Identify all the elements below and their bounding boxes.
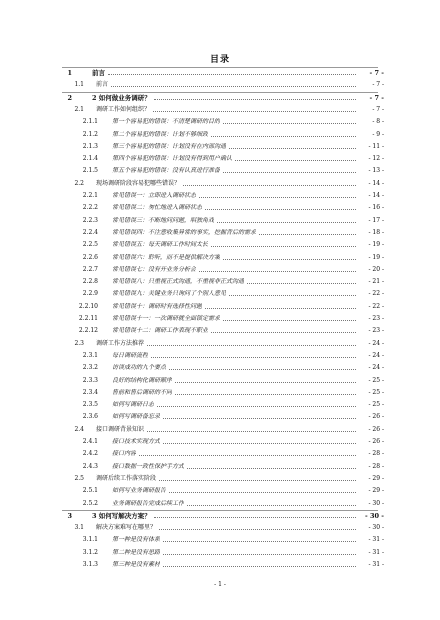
toc-leader-dots xyxy=(175,388,356,395)
toc-entry-number: 2.1.3 xyxy=(82,142,98,150)
toc-entry-page: - 29 - xyxy=(368,474,384,482)
toc-entry-title: 接口数据一致性保护手方式 xyxy=(112,462,185,470)
toc-entry[interactable] xyxy=(0,240,440,250)
toc-entry-title: 第一个容易犯的错误：不清楚调研的目的 xyxy=(112,118,221,126)
toc-leader-dots xyxy=(187,462,356,469)
toc-entry-page: - 26 - xyxy=(368,438,384,445)
toc-entry-title: 如何写业务调研报告 xyxy=(112,487,167,495)
toc-entry-title: 第三种是没有素材 xyxy=(112,561,161,568)
toc-entry-page: - 28 - xyxy=(368,450,384,458)
toc-entry-title: 3 如何写解决方案？ xyxy=(92,511,151,520)
toc-entry[interactable] xyxy=(0,560,440,570)
toc-entry[interactable] xyxy=(0,289,440,299)
table-of-contents xyxy=(0,68,440,574)
toc-leader-dots xyxy=(163,437,356,444)
toc-leader-dots xyxy=(169,486,356,493)
toc-entry-page: - 31 - xyxy=(368,548,384,556)
toc-entry[interactable] xyxy=(0,265,440,275)
toc-entry-number: 2.1 xyxy=(74,105,84,113)
toc-entry-number: 3 xyxy=(67,511,72,520)
toc-entry[interactable] xyxy=(0,117,440,127)
toc-entry-title: 常见错误十：调研时有选择性问题 xyxy=(112,302,203,310)
section-divider xyxy=(62,92,378,93)
toc-leader-dots xyxy=(229,289,356,296)
toc-entry-number: 1 xyxy=(67,69,72,77)
toc-entry-number: 2.2.2 xyxy=(82,204,98,212)
toc-entry-title: 常见错误十二：调研工作表现不职业 xyxy=(112,327,209,335)
toc-entry-number: 3.1.1 xyxy=(82,536,98,544)
toc-entry-page: - 31 - xyxy=(368,536,384,544)
toc-leader-dots xyxy=(235,154,356,161)
toc-entry-number: 2.2.9 xyxy=(82,290,98,298)
toc-entry[interactable] xyxy=(0,523,440,533)
toc-leader-dots xyxy=(153,105,356,112)
toc-entry-title: 第二种是没有思路 xyxy=(112,548,161,556)
toc-entry-number: 2.2.7 xyxy=(82,265,98,273)
toc-entry-page: - 8 - xyxy=(372,118,384,126)
toc-entry[interactable] xyxy=(0,388,440,398)
toc-entry-title: 接口技术实现方式 xyxy=(112,438,161,445)
toc-entry-title: 常见错误十一：一次调研就全面锁定需求 xyxy=(112,315,221,322)
toc-entry-title: 每日调研流程 xyxy=(112,351,149,359)
toc-entry-title: 调研后续工作落实阶段 xyxy=(96,474,157,482)
toc-leader-dots xyxy=(247,277,356,284)
toc-leader-dots xyxy=(199,265,356,272)
toc-entry-number: 2.2 xyxy=(74,179,84,187)
toc-entry-title: 2 如何做业务调研？ xyxy=(92,93,151,102)
toc-entry[interactable] xyxy=(0,277,440,287)
toc-entry[interactable] xyxy=(0,130,440,140)
toc-entry-title: 调研工作方法推荐 xyxy=(96,339,145,347)
toc-entry-title: 业务调研报告完成后续工作 xyxy=(112,499,185,507)
toc-entry-title: 常见错误一：立即进入调研状态 xyxy=(112,192,197,199)
toc-entry-number: 2.3.2 xyxy=(82,364,98,372)
toc-leader-dots xyxy=(159,474,356,481)
toc-entry-title: 常见错误七：没有开业务分析会 xyxy=(112,265,197,273)
toc-entry-page: - 30 - xyxy=(365,511,384,520)
page-title: 目录 xyxy=(209,55,230,65)
toc-entry[interactable] xyxy=(0,548,440,558)
toc-entry[interactable] xyxy=(0,511,440,521)
toc-entry[interactable] xyxy=(0,166,440,176)
toc-leader-dots xyxy=(211,130,356,137)
toc-entry-number: 2.2.1 xyxy=(82,192,98,199)
toc-entry-title: 常见错误六：聆听，而不是提供解决方案 xyxy=(112,253,221,261)
toc-leader-dots xyxy=(223,166,356,173)
toc-leader-dots xyxy=(175,376,356,383)
toc-entry-title: 如何写调研日志 xyxy=(112,401,155,409)
toc-entry-title: 第四个容易犯的错误：计划没有得到用户确认 xyxy=(112,155,233,163)
toc-entry-number: 2.2.3 xyxy=(82,216,98,224)
toc-leader-dots xyxy=(205,302,356,309)
toc-entry-number: 2.3.5 xyxy=(82,401,98,409)
toc-leader-dots xyxy=(199,191,356,198)
toc-entry-page: - 7 - xyxy=(369,69,384,77)
toc-entry-page: - 23 - xyxy=(368,315,384,322)
toc-entry-number: 2.2.5 xyxy=(82,241,98,249)
toc-entry[interactable] xyxy=(0,326,440,336)
toc-entry[interactable] xyxy=(0,68,440,78)
toc-entry[interactable] xyxy=(0,105,440,115)
toc-entry-number: 2.1.4 xyxy=(82,155,98,163)
toc-entry-page: - 28 - xyxy=(368,462,384,470)
toc-entry[interactable] xyxy=(0,93,440,103)
toc-entry-page: - 31 - xyxy=(368,561,384,568)
toc-entry-page: - 13 - xyxy=(368,167,384,175)
toc-entry-page: - 9 - xyxy=(372,130,384,138)
toc-entry-title: 第五个容易犯的错误：没有认真进行准备 xyxy=(112,167,221,175)
toc-entry-number: 2.4.2 xyxy=(82,450,98,458)
toc-entry-number: 2.4 xyxy=(74,425,84,433)
toc-leader-dots xyxy=(147,339,356,346)
toc-leader-dots xyxy=(223,314,356,321)
toc-entry-page: - 14 - xyxy=(368,179,384,187)
toc-entry-page: - 23 - xyxy=(368,327,384,335)
toc-entry[interactable] xyxy=(0,425,440,435)
toc-entry[interactable] xyxy=(0,80,440,90)
toc-leader-dots xyxy=(108,68,356,75)
toc-leader-dots xyxy=(259,228,356,235)
toc-entry[interactable] xyxy=(0,142,440,152)
toc-entry-page: - 24 - xyxy=(368,364,384,372)
toc-entry[interactable] xyxy=(0,228,440,238)
toc-entry-number: 1.1 xyxy=(74,81,84,89)
toc-entry-title: 常见错误三：不断地问问题，唱独角戏 xyxy=(112,216,215,224)
toc-entry-page: - 25 - xyxy=(368,376,384,384)
toc-entry-page: - 22 - xyxy=(368,290,384,298)
toc-leader-dots xyxy=(187,499,356,506)
toc-leader-dots xyxy=(163,548,356,555)
toc-entry-number: 2.3.1 xyxy=(82,351,98,359)
toc-leader-dots xyxy=(183,179,356,186)
toc-entry[interactable] xyxy=(0,535,440,545)
toc-entry-title: 良好的结构化调研顺序 xyxy=(112,376,173,384)
toc-entry-title: 常见错误四：不注意收集异常的事实，挖掘背后的需求 xyxy=(112,228,257,236)
toc-entry[interactable] xyxy=(0,499,440,509)
toc-entry-title: 常见错误二：匆忙地进入调研状态 xyxy=(112,204,203,212)
toc-entry-number: 2.3.3 xyxy=(82,376,98,384)
toc-entry[interactable] xyxy=(0,412,440,422)
toc-entry[interactable] xyxy=(0,462,440,472)
toc-entry-number: 2.1.1 xyxy=(82,118,98,126)
toc-entry-page: - 24 - xyxy=(368,339,384,347)
toc-entry-page: - 30 - xyxy=(368,524,384,532)
toc-entry[interactable] xyxy=(0,314,440,324)
toc-entry[interactable] xyxy=(0,363,440,373)
toc-entry-page: - 30 - xyxy=(368,499,384,507)
toc-entry-number: 2.5.1 xyxy=(82,487,98,495)
toc-entry[interactable] xyxy=(0,486,440,496)
toc-entry-number: 3.1 xyxy=(74,524,84,532)
toc-entry-page: - 25 - xyxy=(368,388,384,396)
toc-entry-page: - 25 - xyxy=(368,401,384,409)
toc-entry-title: 接口调研背景知识 xyxy=(96,425,145,433)
toc-entry-number: 2.2.12 xyxy=(78,327,98,335)
toc-entry-title: 第三个容易犯的错误：计划没有在内部沟通 xyxy=(112,142,227,150)
toc-entry-title: 访谈成功的九个要点 xyxy=(112,364,167,372)
toc-entry[interactable] xyxy=(0,191,440,201)
toc-leader-dots xyxy=(157,400,356,407)
toc-entry-page: - 7 - xyxy=(369,93,384,102)
toc-leader-dots xyxy=(163,560,356,567)
toc-entry-page: - 17 - xyxy=(368,216,384,224)
toc-entry-title: 售前和售后调研的不同 xyxy=(112,388,173,396)
toc-entry-page: - 7 - xyxy=(372,105,384,113)
toc-leader-dots xyxy=(159,523,356,530)
toc-entry[interactable] xyxy=(0,376,440,386)
toc-entry-number: 2.1.5 xyxy=(82,167,98,175)
toc-entry-title: 前言 xyxy=(96,81,109,89)
toc-leader-dots xyxy=(154,511,356,518)
section-divider xyxy=(62,67,378,68)
toc-entry[interactable] xyxy=(0,154,440,164)
toc-leader-dots xyxy=(223,117,356,124)
toc-entry[interactable] xyxy=(0,253,440,263)
toc-entry[interactable] xyxy=(0,449,440,459)
toc-entry[interactable] xyxy=(0,179,440,189)
toc-entry-title: 常见错误九：关键业务只询问了个别人意见 xyxy=(112,290,227,298)
toc-entry[interactable] xyxy=(0,203,440,213)
toc-leader-dots xyxy=(205,203,356,210)
toc-entry-number: 2.3.4 xyxy=(82,388,98,396)
toc-entry-number: 2.3.6 xyxy=(82,413,98,421)
toc-entry-page: - 21 - xyxy=(368,278,384,286)
toc-leader-dots xyxy=(211,326,356,333)
toc-leader-dots xyxy=(217,216,356,223)
toc-entry-page: - 18 - xyxy=(368,228,384,236)
toc-entry-page: - 19 - xyxy=(368,241,384,249)
toc-entry-number: 2.1.2 xyxy=(82,130,98,138)
toc-entry-number: 2.5.2 xyxy=(82,499,98,507)
toc-entry-title: 如何写调研备忘录 xyxy=(112,413,161,421)
toc-entry-page: - 11 - xyxy=(368,142,384,150)
toc-entry-page: - 19 - xyxy=(368,253,384,261)
toc-entry[interactable] xyxy=(0,339,440,349)
toc-entry-title: 常见错误五：每天调研工作时间太长 xyxy=(112,241,209,249)
toc-leader-dots xyxy=(111,80,356,87)
toc-leader-dots xyxy=(151,351,356,358)
toc-entry-page: - 22 - xyxy=(368,302,384,310)
toc-entry-page: - 29 - xyxy=(368,487,384,495)
toc-leader-dots xyxy=(154,93,356,100)
page-number: - 1 - xyxy=(214,581,226,588)
toc-leader-dots xyxy=(163,535,356,542)
toc-entry-page: - 24 - xyxy=(368,351,384,359)
toc-entry[interactable] xyxy=(0,302,440,312)
toc-leader-dots xyxy=(169,363,356,370)
toc-entry-title: 接口内容 xyxy=(112,450,137,458)
toc-entry-number: 2.5 xyxy=(74,474,84,482)
toc-entry-number: 2.2.4 xyxy=(82,228,98,236)
toc-entry-page: - 7 - xyxy=(372,81,384,89)
toc-leader-dots xyxy=(229,142,356,149)
toc-entry-title: 第一种是没有体系 xyxy=(112,536,161,544)
toc-entry-page: - 20 - xyxy=(368,265,384,273)
toc-leader-dots xyxy=(163,412,356,419)
toc-entry-number: 2.4.3 xyxy=(82,462,98,470)
toc-entry-page: - 26 - xyxy=(368,413,384,421)
toc-entry-title: 调研工作如何组织？ xyxy=(96,105,151,113)
toc-entry-number: 2.3 xyxy=(74,339,84,347)
toc-entry-number: 2.4.1 xyxy=(82,438,98,445)
toc-entry-page: - 16 - xyxy=(368,204,384,212)
toc-entry-title: 前言 xyxy=(92,69,105,77)
toc-entry-number: 2.2.11 xyxy=(78,315,98,322)
toc-leader-dots xyxy=(223,253,356,260)
toc-entry[interactable] xyxy=(0,400,440,410)
toc-entry-number: 3.1.3 xyxy=(82,561,98,568)
toc-entry-number: 2.2.10 xyxy=(78,302,98,310)
section-divider xyxy=(62,510,378,511)
toc-leader-dots xyxy=(211,240,356,247)
toc-entry-title: 现场调研阶段容易犯哪些错误？ xyxy=(96,179,181,187)
toc-entry[interactable] xyxy=(0,216,440,226)
toc-entry-title: 解决方案难写在哪里？ xyxy=(96,524,157,532)
toc-entry-title: 常见错误八：只重视正式沟通，不重视非正式沟通 xyxy=(112,278,245,286)
toc-entry-number: 3.1.2 xyxy=(82,548,98,556)
toc-leader-dots xyxy=(147,425,356,432)
toc-entry[interactable] xyxy=(0,474,440,484)
toc-entry-title: 第二个容易犯的错误：计划不够细致 xyxy=(112,130,209,138)
toc-entry-page: - 12 - xyxy=(368,155,384,163)
toc-entry[interactable] xyxy=(0,437,440,447)
toc-entry-number: 2 xyxy=(67,93,72,102)
toc-leader-dots xyxy=(139,449,356,456)
toc-entry-number: 2.2.8 xyxy=(82,278,98,286)
toc-entry-page: - 14 - xyxy=(368,192,384,199)
toc-entry[interactable] xyxy=(0,351,440,361)
toc-entry-page: - 26 - xyxy=(368,425,384,433)
toc-entry-number: 2.2.6 xyxy=(82,253,98,261)
